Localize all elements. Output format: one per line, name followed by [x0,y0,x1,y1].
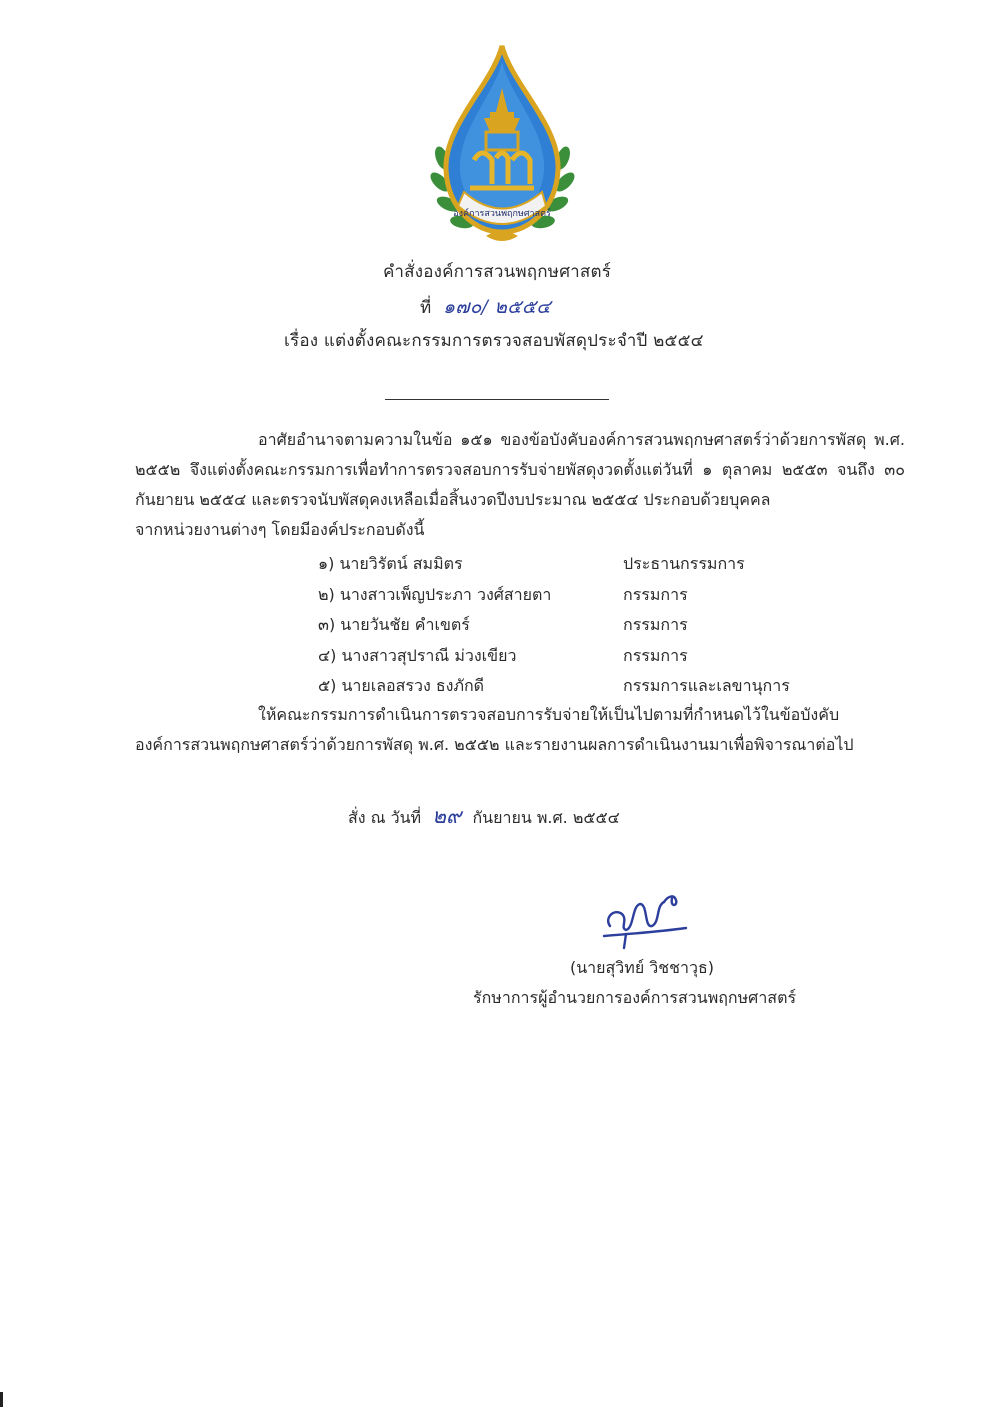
date-suffix: กันยายน พ.ศ. ๒๕๕๔ [472,808,620,827]
organization-logo [430,40,575,245]
authority-paragraph-text: อาศัยอำนาจตามความในข้อ ๑๕๑ ของข้อบังคับองค์การสวนพฤกษศาสตร์ว่าด้วยการพัสดุ พ.ศ. ๒๕๕๒ จึงแต่งตั้งคณะกรรมการเพื่อทำการตรวจสอบการรับจ่ายพัสดุงวดตั้งแต่วันที่ ๑ ตุลาคม ๒๕๕๓ จนถึง ๓๐ กันยายน ๒๕๕๔ และตรวจนับพัสดุคงเหลือเมื่อสิ้นงวดปีงบประมาณ ๒๕๕๔ ประกอบด้วยบุคคล [135,430,905,509]
order-number [420,292,551,322]
scan-edge-mark [0,1392,3,1407]
authority-paragraph [135,425,905,545]
order-number-prefix: ที่ [420,298,432,318]
member-role: กรรมการ [623,645,688,665]
instruction-paragraph [135,700,905,760]
title-divider [385,399,609,400]
authority-paragraph-last-line: จากหน่วยงานต่างๆ โดยมีองค์ประกอบดังนี้ [135,520,425,539]
date-prefix: สั่ง ณ วันที่ [348,808,422,827]
committee-member [318,609,818,640]
logo-caption: องค์การสวนพฤกษศาสตร์ [453,209,551,219]
member-name: ๑) นายวิรัตน์ สมมิตร [318,554,463,573]
order-number-value: ๑๗๐/ ๒๕๕๔ [443,296,551,318]
member-name: ๕) นายเลอสรวง ธงภักดี [318,676,485,696]
member-name: ๒) นางสาวเพ็ญประภา วงศ์สายตา [318,584,552,604]
committee-member [318,548,818,579]
order-title: คำสั่งองค์การสวนพฤกษศาสตร์ [383,262,612,282]
member-name: ๔) นางสาวสุปราณี ม่วงเขียว [318,645,517,665]
order-subject: เรื่อง แต่งตั้งคณะกรรมการตรวจสอบพัสดุประจำปี ๒๕๕๔ [284,331,704,351]
order-date [348,800,620,833]
committee-member [318,670,818,701]
member-role: ประธานกรรมการ [623,554,745,573]
committee-member [318,579,818,610]
member-role: กรรมการและเลขานุการ [623,676,790,696]
signer-name: (นายสุวิทย์ วิชชาวุธ) [570,958,714,977]
member-role: กรรมการ [623,615,688,635]
member-name: ๓) นายวันชัย คำเขตร์ [318,615,470,635]
member-role: กรรมการ [623,584,688,604]
instruction-paragraph-text: ให้คณะกรรมการดำเนินการตรวจสอบการรับจ่ายให้เป็นไปตามที่กำหนดไว้ในข้อบังคับ [258,705,840,724]
committee-member-list [318,548,818,701]
instruction-paragraph-last-line: องค์การสวนพฤกษศาสตร์ว่าด้วยการพัสดุ พ.ศ. ๒๕๕๒ และรายงานผลการดำเนินงานมาเพื่อพิจารณาต่อไป [135,735,854,754]
signer-title: รักษาการผู้อำนวยการองค์การสวนพฤกษศาสตร์ [473,988,797,1007]
committee-member [318,640,818,671]
handwritten-signature [598,888,690,950]
date-day: ๒๙ [432,804,462,828]
